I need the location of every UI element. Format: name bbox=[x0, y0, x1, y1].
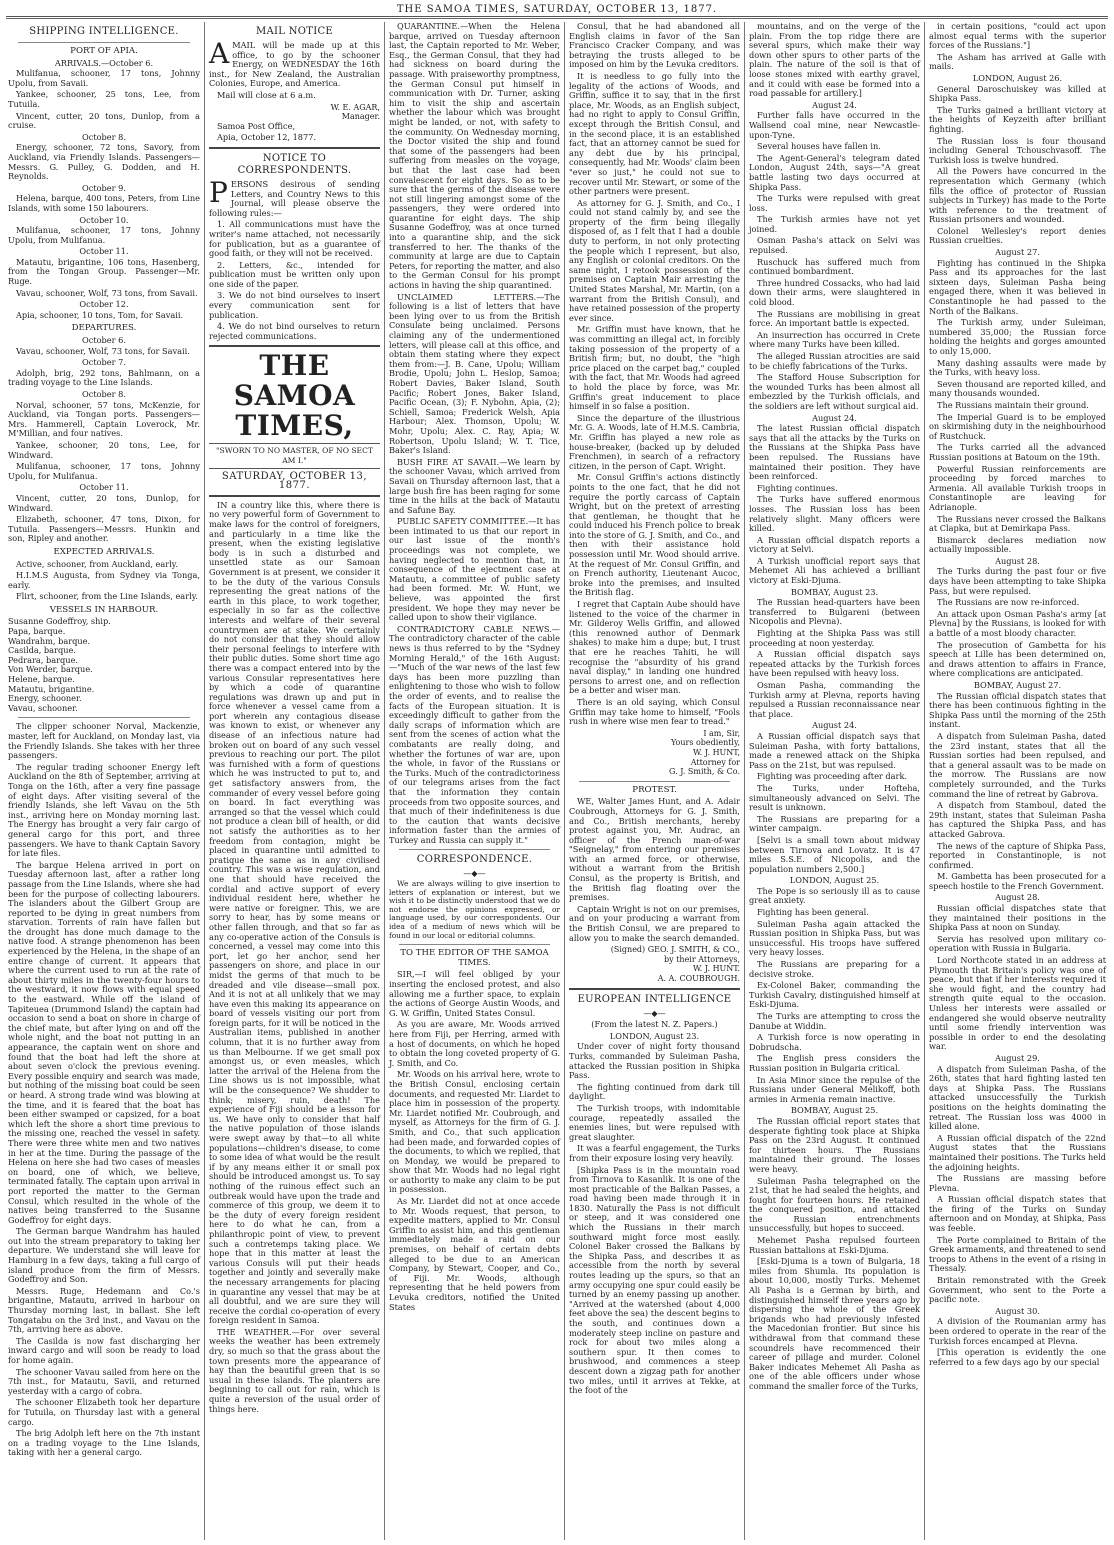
european-paragraph: The Turkish troops, with indomitable courage, repeatedly assailed the enemies lines, but were repulsed with great slaughter. bbox=[569, 1102, 740, 1142]
column-war-news-2 bbox=[924, 22, 1110, 1540]
letter-paragraph: Mr. Griffin must have known, that he was committing an illegal act, in forcibly taking possession of the property of a British firm; but, no doubt, the "high price placed on the carpet bag," coupled with the fact, that Mr. Woods had agreed to hold the place by force, was Mr. Griffin's great inducement to place himself in so false a position. bbox=[569, 324, 740, 412]
news-item: The English press considers the Russian position in Bulgaria critical. bbox=[749, 1053, 920, 1073]
news-item: The Russians are massing before Plevna. bbox=[929, 1173, 1106, 1193]
news-item: The Russian official report states that desperate fighting took place at Shipka Pass on the 23rd August. It continued for thirteen hours. The Russians maintained their ground. The losses were heavy. bbox=[749, 1115, 920, 1174]
news-item: Fighting has continued in the Shipka Pass and its approaches for the last sixteen days, Suleiman Pasha being engaged there, when it was believed in Constantinople he had passed to the North of the Balkans. bbox=[929, 257, 1106, 316]
news-item: The Russians never crossed the Balkans at Clapka, but at Demirkapa Pass. bbox=[929, 513, 1106, 534]
arrival-entry: Vincent, cutter, 20 tons, Dunlop, from a cruise. bbox=[8, 110, 200, 131]
editorial bbox=[209, 501, 380, 1414]
divider bbox=[569, 988, 740, 990]
news-item: The Russian loss is four thousand including General Tchouschvasoff. The Turkish loss is twelve hundred. bbox=[929, 135, 1106, 165]
arrival-entry: Mulifanua, schooner, 17 tons, Johnny Upolu, from Mulifanua. bbox=[8, 225, 200, 245]
news-item: Suleiman Pasha again attacked the Russian position in Shipka Pass, but was unsuccessful. His troops have suffered very heavy losses. bbox=[749, 918, 920, 958]
correspondents-title: NOTICE TO CORRESPONDENTS. bbox=[237, 152, 352, 176]
war-news-paragraph: mountains, and on the verge of the plain. From the top ridge there are several spurs, which make their way down other spurs to other parts of the plain. The nature of the soil is that of loose stones mixed with earthy gravel, and it could with ease be formed into a road passable for artillery.] bbox=[749, 22, 920, 99]
ornament: —◆— bbox=[643, 1008, 666, 1018]
letter-body bbox=[389, 970, 560, 1312]
european-paragraph: [Shipka Pass is in the mountain road from Tirnova to Kasanlik. It is one of the most practicable of the Balkan Passes, a road having been made through it in 1830. Naturally the Pass is not difficult or steep, and it was considered one which the Russians in their march southward might force most easily. Colonel Baker crossed the Balkans by the Shipka Pass, and describes it as accessible from the north by several routes leading up the spurs, so that an army occupying one spur could easily be turned by an enemy passing up another. "Arrived at the watershed (about 4,000 feet above the sea) the descent begins to the south, and continues down a moderately steep incline on pasture and rock for about two miles along a southern spur. It then comes to brushwood, and commences a steep descent down a zigzag path for another two miles, until it arrives at Tekke, at the foot of the bbox=[569, 1164, 740, 1396]
local-news-paragraph: PUBLIC SAFETY COMMITTEE.—It has been intimated to us that our report in our last issue of the month's proceedings was not complete, we having neglected to mention that, in consequence of the ejectment case at Matautu, a committee of public safety had been formed. Mr. W. Hunt, we believe, was appointed the first president. We hope they may never be called upon to show their vigilance. bbox=[389, 516, 560, 623]
local-news-paragraph: QUARANTINE.—When the Helena barque, arrived on Tuesday afternoon last, the Captain reported to Mr. Weber, Esq., the German Consul, that they had had sickness on board during the passage. With praiseworthy promptness, the German Consul put himself in communication with Dr. Turner, asking him to visit the ship and ascertain whether the labour which was brought might be landed, or not, with safety to the community. On Wednesday morning, the Doctor visited the ship and found that some of the passengers had been suffering from measles on the voyage, but that the last case had been convalescent for eight days. So as to be sure that the germs of the disease were not still lingering amongst some of the passengers, they were ordered into quarantine for eight days. The ship Susanne Godeffroy, was at once turned into a quarantine ship, and the sick transferred to her. The thanks of the community at large are due to Captain Peters, for reporting the matter, and also to the German Consul for his prompt actions in having the ship quarantined. bbox=[389, 22, 560, 291]
letter-paragraph: As Mr. Liardet did not at once accede to Mr. Woods request, that person, to expedite matters, applied to Mr. Consul Griffin to assist him, and this gentleman immediately made a raid on our premises, on behalf of certain debts alleged to be due to an American Company, by Stewart, Cooper, and Co., of Fiji. Mr. Woods, although representing that he held powers from Levuka creditors, notified the United States bbox=[389, 1196, 560, 1312]
arrival-entry: Vavau, schooner, Wolf, 73 tons, from Savaii. bbox=[16, 287, 198, 298]
news-item: Seven thousand are reported killed, and many thousands wounded. bbox=[929, 378, 1106, 399]
signature-line: (Signed) GEO. J. SMITH, & CO., bbox=[610, 945, 740, 955]
letter-continued bbox=[569, 22, 740, 727]
letter-paragraph: Mr. Woods on his arrival here, wrote to the British Consul, enclosing certain documents, and requested Mr. Liardet to place him in possession of the property. Mr. Liardet notified Mr. Coubrough, and myself, as Attorneys for the firm of G. J. Smith, and Co., that such application had been made, and forwarded copies of the documents, to which we replied, that on Monday, we would be prepared to show that Mr. Woods had no legal right or authority to make any claim to be put in possession. bbox=[389, 1069, 560, 1195]
letter-paragraph: Mr. Consul Griffin's actions distinctly points to the one fact, that he did not require the portly carcass of Captain Wright, but on the pretext of arresting that gentleman, he thought that he could induced his French police to break into the store of G. J. Smith, and Co., and then with their assistance hold possession until Mr. Wood should arrive. At the request of Mr. Consul Griffin, and on French authority, Lieutenant Aucoc, broke into the premises, and insulted the British flag. bbox=[569, 472, 740, 598]
divider bbox=[209, 147, 380, 149]
correspondence-note: We are always willing to give insertion to letters of explanation or interest, but we wish it to be distinctly understood that we do not endorse the opinions expressed, or language used, by our correspondents. Our idea of a medium of news which will be found in our local or editorial columns. bbox=[389, 879, 560, 940]
arrival-entry: Apia, schooner, 10 tons, Tom, for Savaii. bbox=[16, 309, 184, 320]
mail-office: Samoa Post Office, bbox=[217, 120, 296, 131]
news-item: An insurrection has occurred in Crete where many Turks have been killed. bbox=[749, 329, 920, 350]
departure-entry: Norval, schooner, 57 tons, McKenzie, for Auckland, via Tongan ports. Passengers—Mrs. Hammerell, Captain Loverock, Mr. M'Millian, and four natives. bbox=[8, 399, 200, 439]
war-news-paragraph: in certain positions, "could act upon almost equal terms with the superior forces of the Russians."] bbox=[929, 22, 1106, 51]
mail-close: Mail will close at 6 a.m. bbox=[217, 89, 316, 100]
news-item: The latest Russian official dispatch says that all the attacks by the Turks on the Russians at the Shipka Pass have been repulsed. The Russians have maintained their position. They have been reinforced. bbox=[749, 423, 920, 482]
correspondents-rule: 1. All communications must have the writer's name attached, not necessarily for publication, but as a guarantee of good faith, or they will not be received. bbox=[209, 219, 380, 259]
shipping-notes bbox=[8, 722, 200, 1458]
news-item: The Porte complained to Britain of the Greek armaments, and threatened to send troops to Athens in the event of a rising in Thessaly. bbox=[929, 1234, 1106, 1274]
divider bbox=[579, 781, 730, 782]
news-item: A Turkish force is now operating in Dobrudscha. bbox=[749, 1032, 920, 1052]
correspondents-intro bbox=[209, 175, 380, 218]
harbour-vessel: Papa, barque. bbox=[8, 626, 66, 637]
shipping-title: SHIPPING INTELLIGENCE. bbox=[29, 26, 179, 37]
news-item: Several houses have fallen in. bbox=[757, 141, 881, 152]
news-item: Fighting at the Shipka Pass was still proceeding at noon yesterday. bbox=[749, 628, 920, 648]
news-item: Servia has resolved upon military co-operation with Russia in Bulgaria. bbox=[929, 933, 1106, 954]
arrival-entry: October 10. bbox=[79, 214, 129, 225]
port-heading: PORT OF APIA. bbox=[70, 46, 138, 56]
news-item: A Russian official dispatch says repeated attacks by the Turkish forces have been repulsed with heavy loss. bbox=[749, 649, 920, 679]
news-item: Colonel Wellesley's report denies Russian cruelties. bbox=[929, 225, 1106, 246]
news-item: M. Gambetta has been prosecuted for a speech hostile to the French Government. bbox=[929, 871, 1106, 891]
newspaper-masthead: THE SAMOA TIMES, bbox=[233, 349, 356, 443]
expected-entry: H.I.M.S Augusta, from Sydney via Tonga, early. bbox=[8, 570, 200, 590]
news-item: Further falls have occurred in the Wallsend coal mine, near Newcastle-upon-Tyne. bbox=[749, 110, 920, 140]
news-dateline: August 29. bbox=[995, 1052, 1040, 1063]
departures-list bbox=[8, 336, 200, 544]
harbour-vessel: Helene, barque. bbox=[8, 674, 75, 685]
arrival-entry: ARRIVALS.—October 6. bbox=[54, 57, 154, 68]
columns bbox=[4, 22, 1110, 1540]
news-item: The Stafford House Subscription for the wounded Turks has been almost all embezzled by the Turkish officials, and the soldiers are left without surgical aid. bbox=[749, 372, 920, 411]
harbour-vessel: Energy, schooner. bbox=[8, 693, 82, 704]
local-news-paragraph: BUSH FIRE AT SAVAII.—We learn by the schooner Vavau, which arrived from Savaii on Thursday afternoon last, that a large bush fire has been raging for some time in the hills at the back of Matautu and Safune Bay. bbox=[389, 456, 560, 515]
news-item: Osman Pasha's attack on Selvi was repulsed. bbox=[749, 235, 920, 256]
mail-dropcap: A bbox=[209, 37, 230, 70]
divider bbox=[18, 717, 190, 718]
news-dateline: August 24. bbox=[812, 720, 857, 731]
newspaper-motto: "SWORN TO NO MASTER, OF NO SECT AM I." bbox=[209, 443, 380, 468]
arrival-entry: Mulifanua, schooner, 17 tons, Johnny Upolu, from Savaii. bbox=[8, 68, 200, 88]
news-item: [This operation is evidently the one referred to a few days ago by our special bbox=[929, 1347, 1106, 1367]
signature-line: W. J. HUNT. bbox=[692, 964, 740, 974]
harbour-heading: VESSELS IN HARBOUR. bbox=[49, 604, 159, 615]
mail-signature-role: Manager. bbox=[341, 112, 380, 122]
arrival-entry: October 12. bbox=[79, 299, 129, 310]
column-war-news-1 bbox=[744, 22, 924, 1540]
news-item: A Russian official dispatch reports a victory at Selvi. bbox=[749, 534, 920, 555]
arrival-entry: Matautu, brigantine, 106 tons, Hasenberg, from the Tongan Group. Passenger—Mr. Ruge. bbox=[8, 256, 200, 287]
divider bbox=[399, 944, 550, 945]
news-item: A Russian official dispatch of the 22nd August states that the Russians maintained their positions. The Turks held the adjoining heights. bbox=[929, 1132, 1106, 1172]
signature-line: W. J. HUNT, bbox=[692, 747, 740, 757]
protest-paragraph: WE, Walter James Hunt, and A. Adair Coubrough, Attorneys for G. J. Smith, and Co., British merchants, hereby protest against you, Mr. Audrac, an officer of the French man-of-war "Seignelay," from entering our premises with an armed force, or otherwise, without a warrant from the British Consul, as the property is British, and the British flag floating over the premises. bbox=[569, 796, 740, 903]
shipping-note: The schooner Vavau sailed from here on the 7th inst., for Matautu, Savii, and returned yesterday with a cargo of cobra. bbox=[8, 1366, 200, 1396]
news-item: The Turkish army, under Suleiman, numbered 35,000; the Russian force holding the heights and gorges amounted to only 15,000. bbox=[929, 317, 1106, 356]
signature-line: A. A. COUBROUGH. bbox=[657, 974, 740, 983]
european-paragraph: The fighting continued from dark till daylight. bbox=[569, 1081, 740, 1102]
correspondents-rule: 4. We do not bind ourselves to return rejected communications. bbox=[209, 321, 380, 341]
news-item: Lord Northcote stated in an address at Plymouth that Britain's policy was one of peace, but that if her interests required it she would fight, and the country had strength quite equal to the occasion. Unless her interests were assailed or endangered she would observe neutrality until some friendly intervention was possible in order to end the desolating war. bbox=[929, 955, 1106, 1052]
war-news-continued bbox=[929, 22, 1106, 72]
protest-paragraph: Captain Wright is not on our premises, and on your producing a warrant from the British Consul, we are prepared to allow you to make the search demanded. bbox=[569, 903, 740, 943]
news-dateline: LONDON, August 26. bbox=[972, 72, 1063, 83]
harbour-vessel: Vavau, schooner. bbox=[8, 702, 78, 713]
mail-notice-text: MAIL will be made up at this office, to go by the schooner Energy, on WEDNESDAY the 16th inst., for New Zealand, the Australian Colonies, Europe, and America. bbox=[209, 40, 380, 89]
news-item: The Russians are preparing for a decisive stroke. bbox=[749, 959, 920, 979]
departure-entry: October 8. bbox=[82, 389, 126, 399]
editorial-paragraph: IN a country like this, where there is no very powerful form of Government to make laws for the control of foreigners, and particularly in a time like the present, when the existing legislative body is in such a disturbed and unsettled state as our Samoan Government is at present, we consider it to be the duty of the various Consuls representing the great nations of the earth in this place, to work together, especially in so far as the collective interests and welfare of their several countrymen are at stake. We certainly do not consider that they should allow their personal feelings to interfere with their public duties. Some short time ago there was a compact entered into by the various Consular representatives here by which a code of quarantine regulations was drawn up and put in force whenever a vessel came from a port wherein any contagious disease was known to exist, or whenever any disease of an infectious nature had broken out on board of any such vessel previous to reaching our port. The pilot was furnished with a form of questions which he was instructed to put to, and get satisfactory answers from, the commander of every vessel before going on board. In fact everything was arranged so that the vessel which could not produce a clean bill of health, or did not satisfy the authorities as to her freedom from contagion, might be placed in quarantine until admitted to pratique the same as in any civilised country. This was a wise regulation, and one that should have received the cordial and active support of every individual resident here, whether he were native or foreigner. This, we are sorry to hear, has by some means or other fallen through, and that so far as any co-operative action of the Consuls is concerned, a vessel may come into this port, let go her anchor, send her passengers on shore, and place in our midst the germs of that much to be dreaded and vile disease—small pox. And it is not at all unlikely that we may have even this making its appearance on board of vessels visiting our port from foreign parts, for it will be noticed in the Australian items, published in another column, that it is no further away from us than Melbourne. If we get small pox amongst us, or even measles, which latter the arrival of the Helena from the Line shows us is not impossible, what will be the consequence? We shudder to think; misery, ruin, death! The experience of Fiji should be a lesson for us. We have only to consider that half the native population of those islands were swept away by that—to all white populations—children's disease, to come to some idea of what would be the result if by any means either it or small pox should be introduced amongst us. To say nothing of the ruinous effect such an outbreak would have upon the trade and commerce of this group, we deem it to be the duty of every foreign resident here to do what he can, from a philanthropic point of view, to prevent such a contretemps taking place. We hope that in this matter at least the various Consuls will put their heads together and jointly and severally make the necessary arrangements for placing in quarantine any vessel that may be at all doubtful, and we are sure they will receive the cordial co-operation of every foreign resident in Samoa. bbox=[209, 499, 380, 1326]
shipping-note: Messrs. Ruge, Hedemann and Co.'s brigantine, Matautu, arrived in harbour on Thursday morning last, in ballast. She left Tongatabu on the 3rd inst., and Vavau on the 7th, arriving here as above. bbox=[8, 1285, 200, 1335]
local-news bbox=[389, 22, 560, 845]
news-item: A Turkish unofficial report says that Mehemet Ali has achieved a brilliant victory at Eski-Djuma. bbox=[749, 555, 920, 586]
news-item: The Russians maintain their ground. bbox=[937, 399, 1089, 410]
departure-entry: October 11. bbox=[79, 482, 129, 493]
divider bbox=[209, 345, 380, 347]
shipping-note: The German barque Wandrahm has hauled out into the stream preparatory to taking her departure. We understand she will leave for Hamburg in a few days, taking a full cargo of island produce from the firm of Messrs. Godeffroy and Son. bbox=[8, 1226, 200, 1285]
news-item: The Russians are preparing for a winter campaign. bbox=[749, 813, 920, 834]
signature-line: Attorney for bbox=[690, 757, 740, 767]
news-item: Many dashing assaults were made by the Turks, with heavy loss. bbox=[929, 357, 1106, 378]
correspondents-rules bbox=[209, 220, 380, 341]
european-news bbox=[569, 1042, 740, 1395]
news-item: All the Powers have concurred in the representation which Germany (which fills the office of protector of Russian subjects in Turkey) has made to the Porte with reference to the treatment of Russian prisoners and wounded. bbox=[929, 166, 1106, 225]
correspondents-rule: 3. We do not bind ourselves to insert every communication sent for publication. bbox=[209, 290, 380, 320]
news-item: The Russian official dispatch states that there has been continuous fighting in the Shipka Pass until the morning of the 25th instant. bbox=[929, 690, 1106, 730]
harbour-vessel: Susanne Godeffroy, ship. bbox=[8, 616, 111, 627]
news-dateline: BOMBAY, August 27. bbox=[973, 680, 1062, 690]
letter-paragraph: Since the departure of the illustrious Mr. G. A. Woods, late of H.M.S. Cambria, Mr. Griffin has played a new role as house-breaker, (backed up by deluded Frenchmen), in search of a refractory citizen, in the person of Capt. Wright. bbox=[569, 412, 740, 471]
harbour-vessel: Pedrara, barque. bbox=[8, 654, 79, 665]
divider bbox=[399, 849, 550, 850]
news-dateline: August 24. bbox=[812, 412, 857, 423]
news-item: The prosecution of Gambetta for his speech at Lille has been determined on, and draws attention to affairs in France, where complications are anticipated. bbox=[929, 639, 1106, 679]
european-paragraph: Under cover of night forty thousand Turks, commanded by Suleiman Pasha, attacked the Russian position in Shipka Pass. bbox=[569, 1041, 740, 1081]
ornament: —◆— bbox=[463, 869, 486, 879]
shipping-note: The schooner Elizabeth took her departure for Tutuila, on Thursday last with a general cargo. bbox=[8, 1397, 200, 1427]
news-item: A Russian official dispatch states that the firing of the Turks on Sunday afternoon and on Monday, at Shipka, Pass was feeble. bbox=[929, 1194, 1106, 1234]
news-item: A Russian official dispatch says that Suleiman Pasha, with forty battalions, made a renewed attack on the Shipka Pass on the 21st, but was repulsed. bbox=[749, 730, 920, 770]
news-item: In Asia Minor since the repulse of the Russians under General Melikoff, both armies in Armenia remain inactive. bbox=[749, 1074, 920, 1104]
shipping-note: The brig Adolph left here on the 7th instant on a trading voyage to the Line Islands, taking with her a general cargo. bbox=[8, 1428, 200, 1458]
news-item: Osman Pasha, commanding the Turkish army at Plevna, reports having repulsed a Russian reconnaissance near that place. bbox=[749, 680, 920, 719]
news-dateline: August 28. bbox=[995, 892, 1040, 903]
news-dateline: BOMBAY, August 25. bbox=[790, 1105, 879, 1116]
correspondence-heading: CORRESPONDENCE. bbox=[416, 854, 533, 866]
news-item: Fighting continues. bbox=[757, 482, 838, 493]
expected-entry: Active, schooner, from Auckland, early. bbox=[16, 558, 178, 569]
top-rule bbox=[6, 18, 1108, 19]
shipping-note: The regular trading schooner Energy left Auckland on the 8th of September, arriving at Tonga on the 16th, after a very fine passage of eight days. After visiting several of the friendly Islands, she left Vavau on the 5th inst., arriving here on Monday morning last. The Energy has brought a very fair cargo of general cargo for this port, and three passengers. We have to thank Captain Savory for late files. bbox=[8, 761, 200, 859]
news-item: [Eski-Djuma is a town of Bulgaria, 18 miles from Shumla. Its population is about 10,000, mostly Turks. Mehemet Ali Pasha is a German by birth, and distinguished himself three years ago by dispersing the whole of the Greek brigands who had previously infested the Macedonian frontier. But since his withdrawal from that command these scoundrels have recommenced their career of pillage and murder. Colonel Baker indicates Mehemet Ali Pasha as one of the able officers under whose command the smaller force of the Turks, bbox=[749, 1256, 920, 1391]
war-news-paragraph: The Asham has arrived at Galle with mails. bbox=[929, 51, 1106, 72]
news-item: Ruschuck has suffered much from continued bombardment. bbox=[749, 256, 920, 277]
column-shipping bbox=[4, 22, 204, 1540]
protest-heading: PROTEST. bbox=[632, 784, 677, 795]
departure-entry: Vincent, cutter, 20 tons, Dunlop, for Windward. bbox=[8, 492, 200, 513]
european-paragraph: It was a fearful engagement, the Turks from their exposure losing very heavily. bbox=[569, 1143, 740, 1163]
european-source: (From the latest N. Z. Papers.) bbox=[591, 1019, 718, 1030]
column-notices-editorial bbox=[204, 22, 384, 1540]
local-news-paragraph: CONTRADICTORY CABLE NEWS.—The contradictory character of the cable news is thus referred to by the "Sydney Morning Herald," of the 16th August:—"Much of the war news of the last few days has been more puzzling than enlightening to those who wish to follow the order of events, and to realise the facts of the European situation. It is exceedingly difficult to gather from the daily scraps of information which are sent from the scenes of action what the combatants are really doing, and whether the fortunes of war are, upon the whole, in favor of the Russians or the Turks. Much of the contradictoriness of our telegrams arises from the fact that the information they contain proceeds from two opposite sources, and that much of their indefiniteness is due to the caution that wants decisive information faster than the armies of Turkey and Russia can supply it." bbox=[389, 623, 560, 845]
shipping-note: The clipper schooner Norval, Mackenzie, master, left for Auckland, on Monday last, via the Friendly Islands. She takes with her three passengers. bbox=[8, 721, 200, 761]
war-news-items bbox=[929, 74, 1106, 1367]
local-news-paragraph: UNCLAIMED LETTERS.—The following is a list of letters that have been lying over to us from the British Consulate being unclaimed. Persons claiming any of the undermentioned letters, will please call at this office, and obtain them stating where they expect them from:—J. B. Cane, Upolu; William Brodie, Upolu; John L. Heslop, Samoa; Robert Davies, Baker Island, South Pacific; Robert Jones, Baker Island, Pacific Ocean, (3); F. Nybohn, Apia, (2); Schiell, Samoa; Frederick Welsh, Apia Harbour; Alex. Thomson, Upolu; W. Mohr, Upolu; Alex. C. Ray, Apia; W. Robertson, Upolu Island; W. T. Tice, Baker's Island. bbox=[389, 291, 560, 456]
war-news-items bbox=[749, 101, 920, 1392]
arrival-entry: Helena, barque, 400 tons, Peters, from Line Islands, with some 150 labourers. bbox=[8, 193, 200, 213]
news-item: General Daroschuiskey was killed at Shipka Pass. bbox=[929, 83, 1106, 104]
news-dateline: August 27. bbox=[995, 247, 1040, 258]
letter-paragraph: As you are aware, Mr. Woods arrived here from Fiji, per Herring, armed with a host of documents, on which he hoped to obtain the long coveted property of G. J. Smith, and Co. bbox=[389, 1019, 560, 1068]
correspondents-intro-text: ERSONS desirous of sending Letters, and Country News to this Journal, will please observe the following rules:— bbox=[209, 178, 380, 218]
harbour-vessel: Von Werder, barque. bbox=[8, 664, 93, 675]
letter-paragraph: It is needless to go fully into the legality of the actions of Woods, and Griffin, suffice it to say, that in the first place, Mr. Woods, as an English subject, had no right to apply to Consul Griffin, except through the British Consul, and in the second place, it is an established fact, that an attorney cannot be sued for any debt due by his principal, consequently, had Mr. Woods' claim been "ever so just," he could not sue to recover until Mr. Stewart, or some of the other partners were present. bbox=[569, 70, 741, 197]
news-dateline: BOMBAY, August 23. bbox=[790, 586, 879, 597]
news-item: A dispatch from Suleiman Pasha, dated the 23rd instant, states that all the Russian sorties had been repulsed, and that a general assault was to be made on the morrow. The Russians are now completely surrounded, and the Turks command the line of retreat by Gabrova. bbox=[929, 730, 1106, 799]
news-item: The Turkish armies have not yet joined. bbox=[749, 214, 920, 234]
news-item: Bismarck declares mediation now actually impossible. bbox=[929, 534, 1106, 555]
arrival-entry: Yankee, schooner, 25 tons, Lee, from Tutuila. bbox=[8, 89, 200, 109]
news-item: The Turks carried all the advanced Russian positions at Batoum on the 19th. bbox=[929, 442, 1106, 462]
news-item: Russian official dispatches state that they maintained their positions in the Shipka Pass at noon on Sunday. bbox=[929, 903, 1106, 933]
divider bbox=[18, 42, 190, 43]
expected-list bbox=[8, 560, 200, 602]
news-dateline: August 28. bbox=[995, 555, 1040, 566]
news-item: The alleged Russian atrocities are said to be chiefly fabrications of the Turks. bbox=[749, 351, 920, 371]
news-item: The Pope is so seriously ill as to cause great anxiety. bbox=[749, 885, 920, 906]
news-item: Ex-Colonel Baker, commanding the Turkish Cavalry, distinguished himself at Eski-Djuma. bbox=[749, 980, 920, 1010]
divider bbox=[209, 495, 380, 497]
newspaper-dateline: SATURDAY, OCTOBER 13, 1877. bbox=[221, 470, 368, 492]
departure-entry: Yankee, schooner, 20 tons, Lee, for Windward. bbox=[8, 439, 200, 460]
news-item: The Imperial Guard is to be employed on skirmishing duty in the neighbourhood of Rustchuck. bbox=[929, 411, 1106, 441]
mail-signature: W. E. AGAR, bbox=[330, 102, 380, 112]
news-item: [Selvi is a small town about midway between Tirnova and Lovatz. It is 47 miles S.S.E. of Nicopolis, and the population numbers 2,500.] bbox=[749, 834, 920, 874]
editorial-paragraph: THE WEATHER.—For over several weeks the weather has been extremely dry, so much so that the grass about the town presents more the appearance of hay than the beautiful green that is so usual in these islands. The planters are beginning to call out for rain, which is quite a reversion of the usual order of things here. bbox=[209, 1326, 380, 1414]
news-item: The Turks gained a brilliant victory at the heights of Keyzeith after brilliant fighting. bbox=[929, 104, 1106, 134]
letter-paragraph: As attorney for G. J. Smith, and Co., I could not stand calmly by, and see the property of the firm being illegally disposed of, as I felt that I had a double duty to perform, in not only protecting the people which I represent, but also, any English or colonial creditors. On the same night, I retook possession of the premises on Captain Mair arresting the United States Marshal, Mr. Martin, (on a warrant from the British Consul), and have retained possession of the property ever since. bbox=[569, 197, 740, 323]
news-item: Fighting has been general. bbox=[757, 907, 869, 918]
protest-signature bbox=[569, 945, 740, 983]
news-item: Mehemet Pasha repulsed fourteen Russian battalions at Eski-Djuma. bbox=[749, 1235, 920, 1255]
correspondents-dropcap: P bbox=[209, 175, 228, 209]
letter-signature bbox=[569, 729, 740, 777]
news-item: Powerful Russian reinforcements are proceeding by forced marches to Armenia. All available Turkish troops in Constantinople are leaving for Adrianople. bbox=[929, 463, 1106, 512]
departure-entry: October 7. bbox=[82, 357, 126, 368]
war-news-continued bbox=[749, 22, 920, 99]
shipping-note: The Casilda is now fast discharging her inward cargo and will soon be ready to load for home again. bbox=[8, 1335, 200, 1365]
harbour-vessel: Casilda, barque. bbox=[8, 645, 76, 656]
letter-paragraph: SIR,—I will feel obliged by your inserting the enclosed protest, and also allowing me a further space, to explain the actions of George Austin Woods, and G. W. Griffin, United States Consul. bbox=[389, 969, 560, 1018]
arrival-entry: Energy, schooner, 72 tons, Savory, from Auckland, via Friendly Islands. Passengers—Messrs. G. Pulley, G. Dodden, and H. Reynolds. bbox=[8, 142, 200, 182]
departure-entry: Elizabeth, schooner, 47 tons, Dixon, for Tutuila. Passengers—Messrs. Hunkin and son, Ripley and another. bbox=[8, 514, 200, 544]
expected-heading: EXPECTED ARRIVALS. bbox=[53, 546, 155, 557]
news-dateline: August 24. bbox=[812, 99, 857, 110]
news-item: The Turks were repulsed with great loss. bbox=[749, 193, 920, 213]
news-item: A dispatch from Stamboul, dated the 29th instant, states that Suleiman Pasha has captured the Shipka Pass, and has attacked Gabrova. bbox=[929, 800, 1106, 839]
signature-line: G. J. Smith, & Co. bbox=[669, 767, 740, 777]
signature-line: by their Attorneys, bbox=[664, 954, 740, 964]
expected-entry: Flirt, schooner, from the Line Islands, early. bbox=[16, 591, 198, 602]
correspondents-rule: 2. Letters, &c., intended for publication must be written only upon one side of the paper. bbox=[209, 259, 380, 289]
harbour-vessel: Wandrahm, barque. bbox=[8, 635, 91, 646]
arrival-entry: October 9. bbox=[82, 182, 126, 193]
signature-line: Yours obediently, bbox=[670, 738, 740, 748]
running-head: THE SAMOA TIMES, SATURDAY, OCTOBER 13, 1877. bbox=[6, 4, 1108, 17]
arrivals-list bbox=[8, 59, 200, 321]
news-item: The Russians are mobilising in great force. An important battle is expected. bbox=[749, 308, 920, 329]
signature-line: I am, Sir, bbox=[703, 728, 740, 738]
mail-notice-title: MAIL NOTICE bbox=[255, 26, 334, 37]
arrival-entry: October 11. bbox=[79, 246, 129, 257]
arrival-entry: October 8. bbox=[82, 131, 126, 142]
departure-entry: Mulifanua, schooner, 17 tons, Johnny Upolu, for Mulifanua. bbox=[8, 461, 200, 481]
european-heading: EUROPEAN INTELLIGENCE bbox=[577, 993, 732, 1005]
news-item: The news of the capture of Shipka Pass, reported in Constantinople, is not confirmed. bbox=[929, 840, 1106, 870]
harbour-vessel: Matautu, brigantine. bbox=[8, 683, 95, 694]
departure-entry: October 6. bbox=[82, 335, 126, 346]
mail-date: Apia, October 12, 1877. bbox=[217, 132, 317, 143]
column-letter-european bbox=[564, 22, 744, 1540]
news-item: The Russian head-quarters have been transferred to Bulgareni (between Nicopolis and Plevna). bbox=[749, 597, 920, 627]
letter-heading: TO THE EDITOR OF THE SAMOA TIMES. bbox=[400, 948, 549, 968]
news-item: Britain remonstrated with the Greek Government, who sent to the Porte a pacific note. bbox=[929, 1275, 1106, 1305]
news-item: Fighting was proceeding after dark. bbox=[757, 771, 908, 782]
news-item: The Turks are attempting to cross the Danube at Widdin. bbox=[749, 1011, 920, 1031]
news-item: An attack upon Osman Pasha's army [at Plevna] by the Russians, is looked for with a battle of a most bloody character. bbox=[929, 608, 1106, 639]
mail-notice-body bbox=[209, 37, 380, 89]
departures-heading: DEPARTURES. bbox=[71, 323, 137, 334]
european-dateline: LONDON, August 23. bbox=[609, 1030, 700, 1041]
harbour-list bbox=[8, 617, 200, 713]
protest-body bbox=[569, 797, 740, 943]
letter-paragraph: Consul, that he had abandoned all English claims in favor of the San Francisco Cracker Company, and was betraying the trusts alleged to be imposed on him by the Levuka creditors. bbox=[569, 22, 740, 70]
news-item: The Turks, under Hofteha, simultaneously advanced on Selvi. The result is unknown. bbox=[749, 782, 920, 813]
letter-paragraph: I regret that Captain Aube should have listened to the voice of the charmer in Mr. Gilderoy Wells Griffin, and allowed (this renowned author of Denmark shakes) to make him a dupe; but, I trust that ere he reaches Tahiti, he will recognise the "absurdity of his grand naval display," in landing one hundred persons to arrest one, and on reflection be a better and wiser man. bbox=[569, 599, 740, 696]
letter-paragraph: There is an old saying, which Consul Griffin may take home to himself, "Fools rush in where wise men fear to tread." bbox=[569, 696, 740, 727]
news-item: The Turks have suffered enormous losses. The Russian loss has been relatively slight. Many officers were killed. bbox=[749, 494, 920, 534]
news-item: The Turks during the past four or five days have been attempting to take Shipka Pass, but were repulsed. bbox=[929, 566, 1106, 596]
news-item: The Russians are now re-inforced. bbox=[937, 597, 1080, 608]
shipping-note: The barque Helena arrived in port on Tuesday afternoon last, after a rather long passage from the Line Islands, where she had been for the purpose of collecting labourers. The islanders about the Gilbert Group are reported to be dying in great numbers from starvation. Torrents of rain have fallen but the drought has done much damage to the native food. A strange phenomenon has been experienced by the Helena, in the shape of an entire change of current. It appears that where the current used to run at the rate of about thirty miles in the twenty-four hours to the westward, it now flows with equal speed to the eastward. While off the island of Tapiteuea (Drummond Island) the captain had occasion to send a boat on shore in charge of the chief mate, but after lying on and off the whole night, and the boat not putting in an appearance, the captain went on shore and found that the boat had left the shore at about seven o'clock the previous evening. Every possible enquiry and search was made, but nothing of the missing boat could be seen or heard. A strong trade wind was blowing at the time, and it is feared that the boat has been either swamped or capsized, for a boat which left the shore a short time previous to the missing one, reached the vessel in safety. There were three white men and two natives in her at the time. During the passage of the Helena on here she had two cases of measles on board, one of which, we believe, terminated fatally. The captain upon arrival in port reported the matter to the German Consul, which resulted in the whole of the natives being transferred to the Susanne Godeffroy for eight days. bbox=[8, 859, 200, 1225]
column-local-news bbox=[384, 22, 564, 1540]
departure-entry: Vavau, schooner, Wolf, 73 tons, for Savaii. bbox=[16, 345, 190, 356]
news-item: The Agent-General's telegram dated London, August 24th, says—"A great battle lasting two days occurred at Shipka Pass. bbox=[749, 152, 920, 192]
news-item: A division of the Roumanian army has been ordered to operate in the rear of the Turkish forces encamped at Plevna. bbox=[929, 1316, 1106, 1346]
news-item: A dispatch from Suleiman Pasha, of the 26th, states that hard fighting lasted ten days at Shipka Pass. The Russians attacked unsuccessfully the Turkish positions on the heights dominating the retreat. The Russian loss was 4000 in killed alone. bbox=[929, 1063, 1106, 1132]
news-item: Suleiman Pasha telegraphed on the 21st, that he had sealed the heights, and fought for fourteen hours. He retained the conquered position, and attacked the Russian entrenchments unsuccessfully, but hopes to succeed. bbox=[749, 1175, 920, 1234]
departure-entry: Adolph, brig, 292 tons, Bahlmann, on a trading voyage to the Line Islands. bbox=[8, 367, 200, 388]
news-dateline: August 30. bbox=[995, 1305, 1040, 1316]
news-item: Three hundred Cossacks, who had laid down their arms, were slaughtered in cold blood. bbox=[749, 277, 920, 308]
news-dateline: LONDON, August 25. bbox=[789, 875, 880, 886]
